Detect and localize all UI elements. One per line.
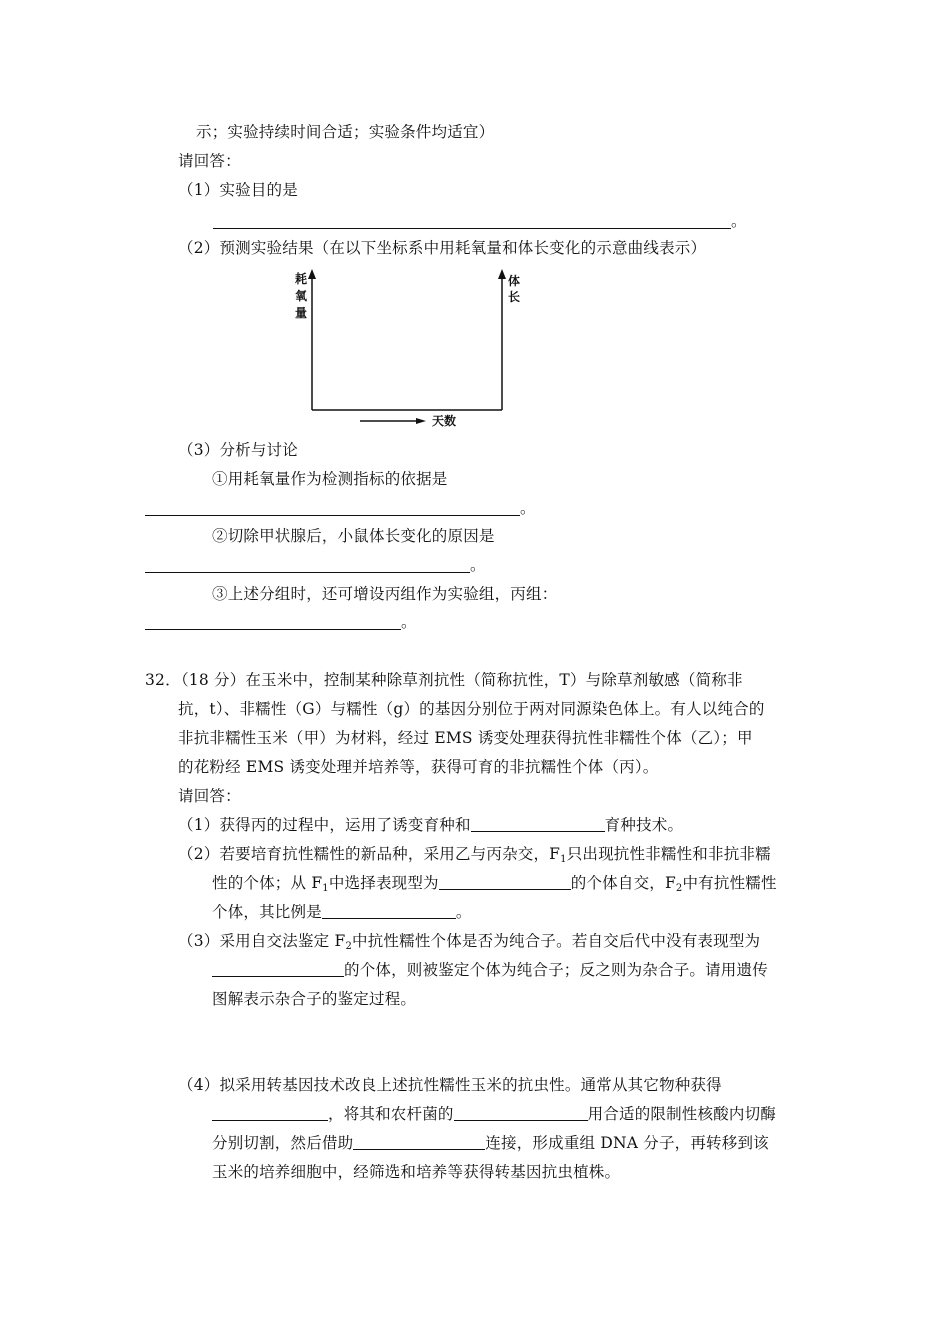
q32-part2-line-3 [212, 902, 472, 922]
q32-part1-text-a: （1）获得丙的过程中，运用了诱变育种和 [178, 816, 471, 834]
q32-part3-line-3: 图解表示杂合子的鉴定过程。 [212, 990, 417, 1008]
q32-part3-text-c: 的个体，则被鉴定个体为纯合子；反之则为杂合子。请用遗传 [344, 961, 768, 979]
q32-part3-phenotype-blank[interactable] [212, 960, 344, 977]
y-left-label-char-2: 氧 [294, 289, 307, 303]
q32-part4-plasmid-blank[interactable] [454, 1104, 588, 1121]
subscript-2: 2 [675, 883, 683, 894]
q32-part2-text-d: 中选择表现型为 [328, 874, 439, 892]
right-y-axis-arrow [498, 269, 506, 279]
q32-part3-text-b: 中抗性糯性个体是否为纯合子。若自交后代中没有表现型为 [352, 932, 761, 950]
q31-condition-line: 示；实验持续时间合适；实验条件均适宜） [196, 123, 495, 141]
q32-part4-enzyme-blank[interactable] [353, 1133, 485, 1150]
q32-part3-line-2 [212, 960, 768, 980]
q31-part3-1-answer-blank[interactable] [145, 515, 520, 516]
q31-part3-3-answer-blank[interactable] [145, 629, 401, 630]
q31-part3-heading: （3）分析与讨论 [178, 441, 298, 459]
q31-part2-prompt: （2）预测实验结果（在以下坐标系中用耗氧量和体长变化的示意曲线表示） [178, 239, 707, 257]
x-axis-label: 天数 [432, 414, 457, 428]
q31-part1-answer-blank[interactable] [213, 228, 731, 229]
subscript-1: 1 [560, 854, 567, 865]
q32-part4-line-3 [212, 1133, 769, 1153]
q31-part3-2-answer-blank[interactable] [145, 572, 470, 573]
q31-part1-prompt: （1）实验目的是 [178, 181, 298, 199]
q32-part2-text-b: 只出现抗性非糯性和非抗非糯 [566, 845, 771, 863]
q32-part2-text-f: 中有抗性糯性 [682, 874, 777, 892]
q31-coordinate-chart[interactable] [288, 268, 518, 438]
y-left-label-char-3: 量 [294, 306, 307, 320]
q32-part4-line-1: （4）拟采用转基因技术改良上述抗性糯性玉米的抗虫性。通常从其它物种获得 [178, 1076, 722, 1094]
q32-part2-text-c: 性的个体；从 F [212, 874, 323, 892]
q32-part4-text-c: 用合适的限制性核酸内切酶 [587, 1105, 777, 1123]
q32-part2-period: 。 [455, 903, 472, 921]
y-left-label-char-1: 耗 [294, 272, 307, 286]
q32-intro-line-3: 非抗非糯性玉米（甲）为材料，经过 EMS 诱变处理获得抗性非糯性个体（乙）；甲 [178, 729, 753, 747]
q31-please-answer: 请回答： [178, 152, 241, 170]
q31-part3-3-period: 。 [401, 613, 417, 631]
q32-part2-phenotype-blank[interactable] [439, 873, 571, 890]
q32-part3-line-1 [178, 931, 760, 951]
subscript-1: 1 [322, 883, 329, 894]
q32-part1-text-b: 育种技术。 [604, 816, 684, 834]
q32-intro-line-2: 抗，t）、非糯性（G）与糯性（g）的基因分别位于两对同源染色体上。有人以纯合的 [178, 700, 765, 718]
q32-intro-line-4: 的花粉经 EMS 诱变处理并培养等，获得可育的非抗糯性个体（丙）。 [178, 758, 659, 776]
q32-part2-text-a: （2）若要培育抗性糯性的新品种，采用乙与丙杂交，F [178, 845, 561, 863]
q32-part2-text-e: 的个体自交，F [570, 874, 676, 892]
q32-part4-gene-blank[interactable] [212, 1104, 328, 1121]
q32-part4-text-d: 分别切割，然后借助 [212, 1134, 354, 1152]
q32-part4-text-b: ，将其和农杆菌的 [328, 1105, 454, 1123]
q32-part4-text-e: 连接，形成重组 DNA 分子，再转移到该 [485, 1134, 769, 1152]
q32-part4-line-4: 玉米的培养细胞中，经筛选和培养等获得转基因抗虫植株。 [212, 1163, 621, 1181]
q32-part2-line-2 [212, 873, 777, 893]
q31-part3-1-period: 。 [520, 499, 536, 517]
q31-part3-3-prompt: ③上述分组时，还可增设丙组作为实验组，丙组： [212, 585, 558, 603]
y-right-label-char-1: 体 [507, 274, 520, 288]
x-axis-direction-arrowhead [416, 418, 426, 424]
left-y-axis-arrow [308, 269, 316, 279]
q32-part2-text-g: 个体，其比例是 [212, 903, 322, 921]
q32-please-answer: 请回答： [178, 787, 241, 805]
q32-part4-line-2 [212, 1104, 776, 1124]
q32-part1 [178, 815, 683, 835]
y-right-label-char-2: 长 [507, 290, 520, 304]
subscript-2: 2 [345, 941, 353, 952]
q32-part2-line-1 [178, 844, 771, 864]
q31-part3-1-prompt: ①用耗氧量作为检测指标的依据是 [212, 470, 448, 488]
q32-part2-ratio-blank[interactable] [322, 902, 456, 919]
q32-intro-line-1: 32．（18 分）在玉米中，控制某种除草剂抗性（简称抗性，T）与除草剂敏感（简称非 [145, 671, 743, 689]
q32-part3-text-a: （3）采用自交法鉴定 F [178, 932, 346, 950]
q32-part1-blank[interactable] [471, 815, 605, 832]
q31-part3-2-prompt: ②切除甲状腺后，小鼠体长变化的原因是 [212, 527, 495, 545]
q31-part1-period: 。 [731, 212, 747, 230]
q31-part3-2-period: 。 [470, 556, 486, 574]
